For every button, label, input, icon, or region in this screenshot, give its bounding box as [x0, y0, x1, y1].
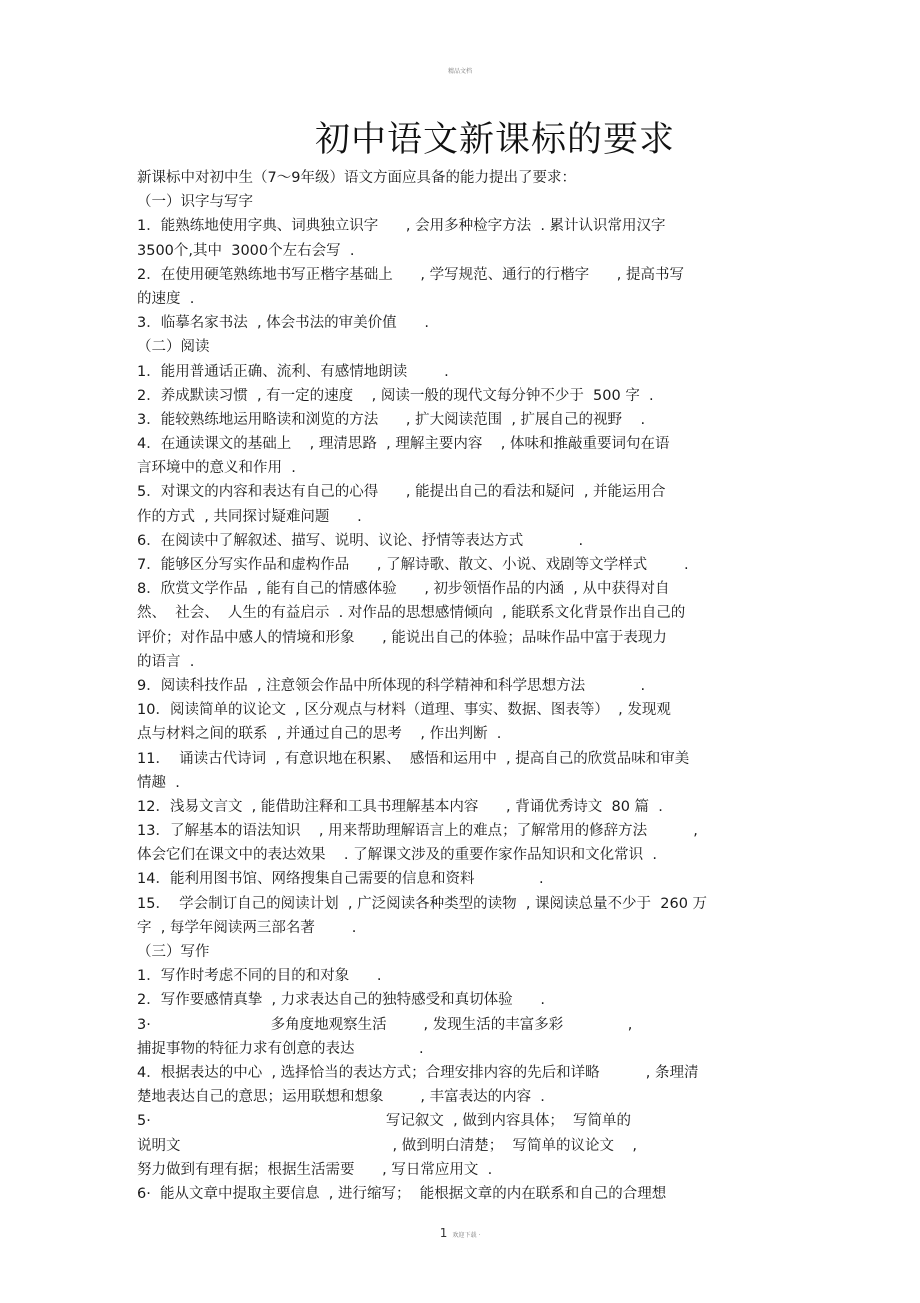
text-line: 努力做到有理有据；根据生活需要 , 写日常应用文 . [137, 1161, 493, 1178]
text-line: 捕捉事物的特征力求有创意的表达 . [137, 1040, 424, 1057]
text-line: 13．了解基本的语法知识 , 用来帮助理解语言上的难点；了解常用的修辞方法 , [137, 823, 698, 840]
text-line: 6．在阅读中了解叙述、描写、说明、议论、抒情等表达方式 . [137, 532, 584, 549]
text-line: 的速度 . [137, 290, 195, 307]
text-line: 8．欣赏文学作品 , 能有自己的情感体验 , 初步领悟作品的内涵 , 从中获得对自 [137, 581, 670, 598]
text-line: 说明文 , 做到明白清楚； 写简单的议论文 , [137, 1137, 638, 1154]
document-body [137, 166, 782, 1206]
text-line: 1．能用普通话正确、流利、有感情地朗读 . [137, 363, 449, 380]
text-line: （三）写作 [137, 944, 210, 960]
page-number: 1 [439, 1226, 448, 1240]
text-line: （一）识字与写字 [137, 194, 253, 211]
text-line: 4．在通读课文的基础上 , 理清思路 , 理解主要内容 , 体味和推敲重要词句在语 [137, 436, 670, 453]
text-line: 3．能较熟练地运用略读和浏览的方法 , 扩大阅读范围 , 扩展自己的视野 . [137, 411, 646, 428]
text-line: 1．写作时考虑不同的目的和对象 . [137, 968, 382, 985]
text-line: 点与材料之间的联系 , 并通过自己的思考 , 作出判断 . [137, 726, 502, 743]
text-line: 体会它们在课文中的表达效果 . 了解课文涉及的重要作家作品知识和文化常识 . [137, 847, 657, 864]
text-line: 的语言 . [137, 653, 195, 670]
text-line: 字 , 每学年阅读两三部名著 . [137, 919, 357, 936]
text-line: 7．能够区分写实作品和虚构作品 , 了解诗歌、散文、小说、戏剧等文学样式 . [137, 557, 689, 573]
text-line: 3500个,其中 3000个左右会写 . [137, 242, 355, 259]
text-line: 作的方式 , 共同探讨疑难问题 . [137, 508, 362, 525]
text-line: 3．临摹名家书法 , 体会书法的审美价值 . [137, 315, 429, 332]
text-line: （二）阅读 [137, 339, 210, 356]
text-line: 楚地表达自己的意思；运用联想和想象 , 丰富表达的内容 . [137, 1089, 545, 1106]
text-line: 言环境中的意义和作用 . [137, 460, 296, 477]
text-line: 2．在使用硬笔熟练地书写正楷字基础上 , 学写规范、通行的行楷字 , 提高书写 [137, 266, 684, 283]
text-line: 3· 多角度地观察生活 , 发现生活的丰富多彩 , [137, 1016, 633, 1033]
page-title: 初中语文新课标的要求 [314, 120, 675, 160]
text-line: 评价；对作品中感人的情境和形象 , 能说出自己的体验；品味作品中富于表现力 [137, 629, 667, 646]
text-line: 15． 学会制订自己的阅读计划 , 广泛阅读各种类型的读物 , 课阅读总量不少于 260 万 [137, 895, 708, 912]
text-line: 12．浅易文言文 , 能借助注释和工具书理解基本内容 , 背诵优秀诗文 80 篇 . [137, 798, 663, 815]
page-footer [0, 1222, 920, 1241]
text-line: 6· 能从文章中提取主要信息 , 进行缩写； 能根据文章的内在联系和自己的合理想 [137, 1185, 667, 1202]
text-line: 1．能熟练地使用字典、词典独立识字 , 会用多种检字方法 . 累计认识常用汉字 [137, 218, 666, 235]
text-line: 11． 诵读古代诗词 , 有意识地在积累、 感悟和运用中 , 提高自己的欣赏品味和审美 [137, 750, 690, 767]
text-line: 5．对课文的内容和表达有自己的心得 , 能提出自己的看法和疑问 , 并能运用合 [137, 484, 666, 501]
text-line: 情趣 . [137, 774, 180, 791]
text-line: 14．能利用图书馆、网络搜集自己需要的信息和资料 . [137, 871, 544, 888]
text-line: 2．写作要感情真挚 , 力求表达自己的独特感受和真切体验 . [137, 992, 545, 1009]
text-line: 4．根据表达的中心 , 选择恰当的表达方式；合理安排内容的先后和详略 , 条理清 [137, 1064, 699, 1081]
text-line: 5· 写记叙文 , 做到内容具体； 写简单的 [137, 1113, 632, 1130]
header-watermark: 精品文档 [447, 68, 472, 75]
text-line: 然、 社会、 人生的有益启示 . 对作品的思想感情倾向 , 能联系文化背景作出自己的 [137, 605, 686, 622]
text-line: 2．养成默读习惯 , 有一定的速度 , 阅读一般的现代文每分钟不少于 500 字 . [137, 387, 654, 404]
text-line: 新课标中对初中生（7～9年级）语文方面应具备的能力提出了要求： [137, 170, 576, 186]
download-note: 欢迎下载 · [452, 1232, 481, 1239]
text-line: 9．阅读科技作品 , 注意领会作品中所体现的科学精神和科学思想方法 . [137, 677, 646, 694]
text-line: 10．阅读简单的议论文 , 区分观点与材料（道理、事实、数据、图表等） , 发现观 [137, 702, 671, 719]
